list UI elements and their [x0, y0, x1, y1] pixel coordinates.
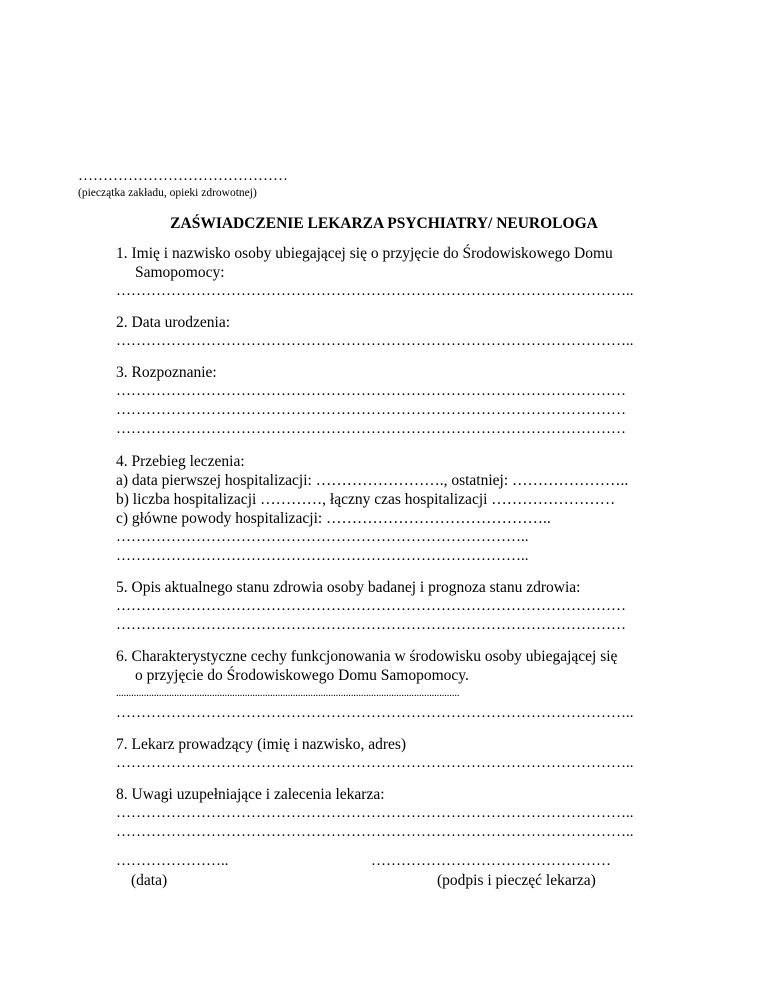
stamp-caption: (pieczątka zakładu, opieki zdrowotnej)	[78, 187, 257, 199]
section-1-fill-line[interactable]: …………………………………………………………………………………………..	[116, 283, 634, 299]
section-8-label: 8. Uwagi uzupełniające i zalecenia lekarza:	[116, 786, 385, 803]
section-7-label: 7. Lekarz prowadzący (imię i nazwisko, adres)	[116, 736, 407, 753]
stamp-dots: ……………………………………	[78, 168, 288, 184]
page-title: ZAŚWIADCZENIE LEKARZA PSYCHIATRY/ NEUROLOGA	[170, 215, 598, 232]
section-5-label: 5. Opis aktualnego stanu zdrowia osoby badanej i prognoza stanu zdrowia:	[116, 579, 581, 596]
section-6-label: 6. Charakterystyczne cechy funkcjonowania w środowisku osoby ubiegającej się	[116, 648, 618, 665]
section-6-fill-line-2[interactable]: …………………………………………………………………………………………..	[116, 705, 634, 721]
date-fill-line[interactable]: …………………..	[116, 853, 229, 869]
section-4-fill-line-1[interactable]: ………………………………………………………………………..	[116, 529, 529, 545]
section-8-fill-line-2[interactable]: …………………………………………………………………………………………..	[116, 824, 634, 840]
section-3-fill-line-2[interactable]: …………………………………………………………………………………………	[116, 402, 626, 418]
section-1-label: 1. Imię i nazwisko osoby ubiegającej się o przyjęcie do Środowiskowego Domu	[116, 245, 613, 262]
section-6-label-cont: o przyjęcie do Środowiskowego Domu Samopomocy.	[135, 667, 469, 684]
section-8-fill-line-1[interactable]: …………………………………………………………………………………………..	[116, 805, 634, 821]
section-3-fill-line-1[interactable]: …………………………………………………………………………………………	[116, 383, 626, 399]
section-2-label: 2. Data urodzenia:	[116, 314, 231, 331]
section-4-item-b[interactable]: b) liczba hospitalizacji …………, łączny czas hospitalizacji ……………………	[116, 491, 616, 508]
section-4-label: 4. Przebieg leczenia:	[116, 453, 245, 470]
date-caption: (data)	[131, 872, 168, 889]
section-6-fill-line-1[interactable]: ........................................................................................................................................	[116, 688, 460, 699]
section-2-fill-line[interactable]: …………………………………………………………………………………………..	[116, 333, 634, 349]
signature-caption: (podpis i pieczęć lekarza)	[437, 872, 596, 889]
section-3-label: 3. Rozpoznanie:	[116, 364, 217, 381]
section-4-fill-line-2[interactable]: ………………………………………………………………………..	[116, 548, 529, 564]
section-4-item-a[interactable]: a) data pierwszej hospitalizacji: ……………………., ostatniej: …………………..	[116, 472, 629, 489]
section-5-fill-line-2[interactable]: …………………………………………………………………………………………	[116, 617, 626, 633]
section-5-fill-line-1[interactable]: …………………………………………………………………………………………	[116, 598, 626, 614]
section-1-label-cont: Samopomocy:	[135, 264, 225, 281]
section-4-item-c[interactable]: c) główne powody hospitalizacji: ……………………………………..	[116, 510, 551, 527]
signature-fill-line[interactable]: …………………………………………	[371, 853, 611, 869]
section-3-fill-line-3[interactable]: …………………………………………………………………………………………	[116, 421, 626, 437]
section-7-fill-line[interactable]: …………………………………………………………………………………………..	[116, 755, 634, 771]
